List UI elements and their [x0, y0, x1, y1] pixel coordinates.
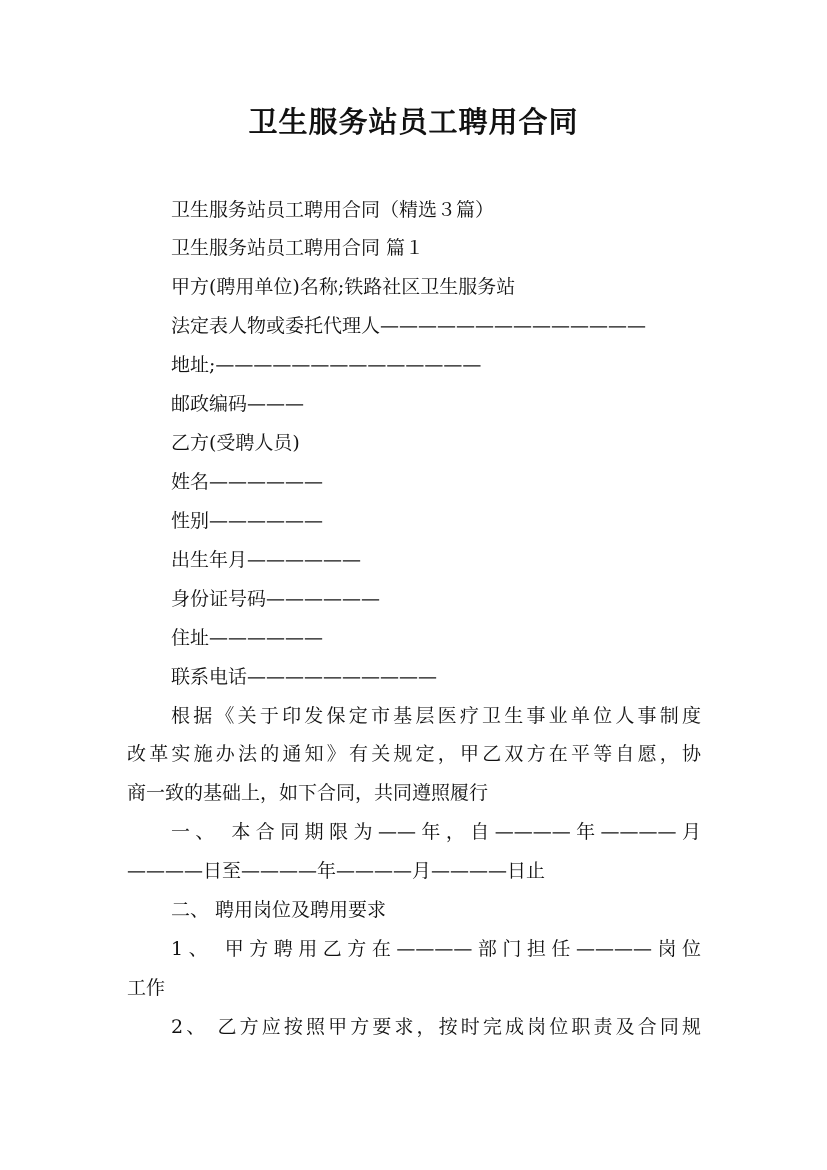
clause-1-line: ————日至————年————月————日止: [127, 860, 546, 882]
address-line: 地址;——————————————: [171, 354, 482, 376]
section-heading: 卫生服务站员工聘用合同 篇１: [171, 237, 425, 259]
residence-line: 住址——————: [171, 627, 324, 649]
clause-2-1-line: 1、 甲方聘用乙方在————部门担任————岗位: [171, 938, 701, 960]
party-a-name: 甲方(聘用单位)名称;铁路社区卫生服务站: [171, 276, 516, 298]
document-title: 卫生服务站员工聘用合同: [248, 105, 579, 139]
name-line: 姓名——————: [171, 471, 324, 493]
legal-representative: 法定表人物或委托代理人——————————————: [171, 315, 647, 337]
paragraph-line: 根据《关于印发保定市基层医疗卫生事业单位人事制度: [171, 705, 701, 727]
clause-2-2-line: 2、 乙方应按照甲方要求，按时完成岗位职责及合同规: [171, 1016, 701, 1038]
party-b-heading: 乙方(受聘人员): [171, 432, 300, 454]
phone-line: 联系电话——————————: [171, 666, 438, 688]
birth-date-line: 出生年月——————: [171, 549, 362, 571]
gender-line: 性别——————: [171, 510, 324, 532]
clause-2-heading: 二、 聘用岗位及聘用要求: [171, 899, 387, 921]
clause-1-line: 一、 本合同期限为——年，自————年————月: [171, 821, 701, 843]
id-number-line: 身份证号码——————: [171, 588, 381, 610]
paragraph-line: 改革实施办法的通知》有关规定，甲乙双方在平等自愿，协: [127, 743, 701, 765]
subtitle-line: 卫生服务站员工聘用合同（精选３篇）: [171, 199, 495, 221]
postal-code-line: 邮政编码———: [171, 393, 305, 415]
paragraph-line: 商一致的基础上，如下合同，共同遵照履行: [127, 782, 489, 804]
clause-2-1-line: 工作: [127, 977, 166, 999]
